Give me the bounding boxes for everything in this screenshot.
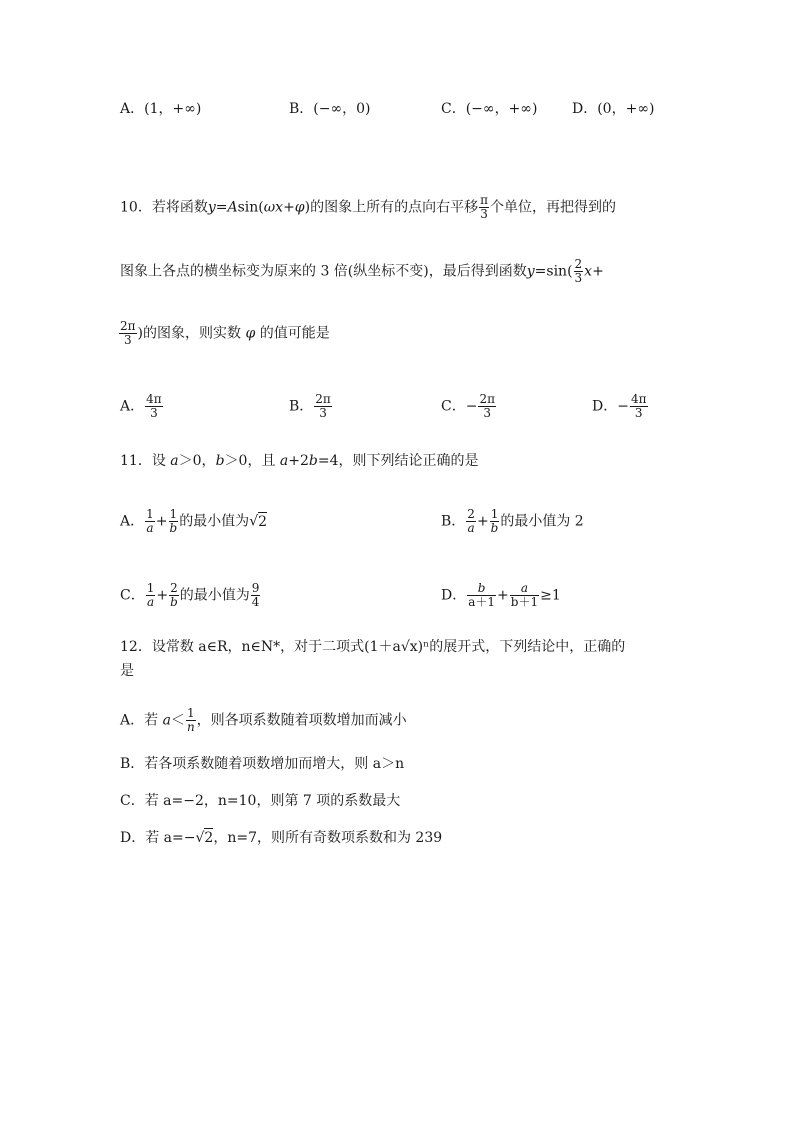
q12-option-b: B．若各项系数随着项数增加而增大，则 a＞n	[120, 756, 405, 772]
q11-option-d: D． $\frac{b}{a+1}$ + $\frac{a}{b+1}$ ≥1	[441, 581, 561, 609]
q10-option-d: D．− $\frac{4\pi}{3}$	[592, 392, 647, 420]
q11-option-b: B． $\frac{2}{a}$ + $\frac{1}{b}$ 的最小值为 2	[441, 507, 584, 535]
q9-option-d: D．(0，+∞)	[572, 101, 655, 117]
q10-line3: $\frac{2\pi}{3}$ )的图象，则实数 φ 的值可能是	[120, 319, 330, 347]
q9-option-c: C．(−∞，+∞)	[441, 101, 538, 117]
q9-option-b: B．(−∞，0)	[289, 101, 371, 117]
q9-option-a: A．(1，+∞)	[120, 101, 202, 117]
q12-option-d: D．若 a=−√2，n=7，则所有奇数项系数和为 239	[120, 830, 443, 846]
q10-line1: 10．若将函数y=Asin(ωx+φ)的图象上所有的点向右平移 $\frac{\pi}{3}$ 个单位，再把得到的	[120, 193, 616, 221]
q10-option-b: B． $\frac{2\pi}{3}$	[289, 392, 331, 420]
q12-stem-cont: 是	[120, 663, 134, 679]
q12-option-a: A．若 a＜ $\frac{1}{n}$ ，则各项系数随着项数增加而减小	[120, 706, 407, 734]
q11-stem: 11．设 a＞0，b＞0，且 a+2b=4，则下列结论正确的是	[120, 453, 479, 469]
q10-option-a: A． $\frac{4\pi}{3}$	[120, 392, 162, 420]
q10-line2: 图象上各点的横坐标变为原来的 3 倍(纵坐标不变)，最后得到函数y=sin( $\frac{2}{3}$ x+	[120, 257, 604, 285]
q11-option-a: A． $\frac{1}{a}$ + $\frac{1}{b}$ 的最小值为√2	[120, 507, 268, 535]
q12-stem: 12．设常数 a∈R，n∈N*，对于二项式(1＋a√x)ⁿ的展开式，下列结论中，正确的	[120, 639, 626, 655]
q10-option-c: C．− $\frac{2\pi}{3}$	[441, 392, 495, 420]
q12-option-c: C．若 a=−2，n=10，则第 7 项的系数最大	[120, 793, 401, 809]
q11-option-c: C． $\frac{1}{a}$ + $\frac{2}{b}$ 的最小值为 $\frac{9}{4}$	[120, 581, 260, 609]
